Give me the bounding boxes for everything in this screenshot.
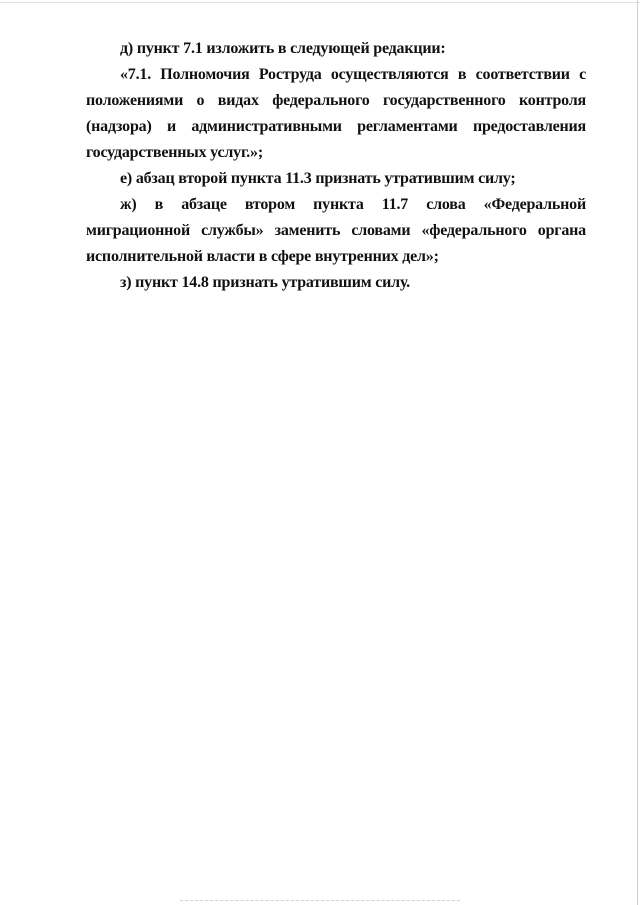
paragraph-z: з) пункт 14.8 признать утратившим силу. xyxy=(120,274,410,291)
paragraph-7-1-text: «7.1. Полномочия Роструда осуществляются в соответствии с положениями о видах федерального государственного контроля (надзора) и административными регламентами предоставления государственных услуг.»; xyxy=(86,66,586,161)
scan-edge-top xyxy=(0,2,640,3)
document-body xyxy=(86,36,586,296)
paragraph-d: д) пункт 7.1 изложить в следующей редакции: xyxy=(120,40,446,57)
scan-edge-right xyxy=(637,0,638,905)
scan-edge-bottom xyxy=(180,899,460,901)
paragraph-e: е) абзац второй пункта 11.3 признать утратившим силу; xyxy=(120,170,516,187)
paragraph-zh: ж) в абзаце втором пункта 11.7 слова «Федеральной миграционной службы» заменить словами «федерального органа исполнительной власти в сфере внутренних дел»; xyxy=(86,196,586,265)
